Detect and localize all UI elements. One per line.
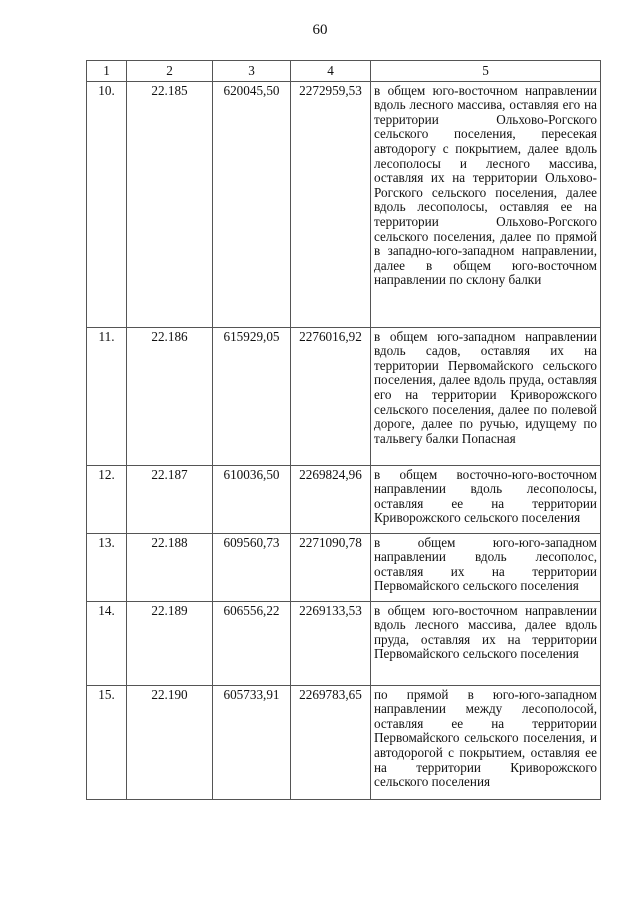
row-number: 10. xyxy=(87,81,127,327)
point-id: 22.189 xyxy=(127,601,213,685)
boundary-description: в общем юго-западном направлении вдоль садов, оставляя их на территории Первомайского сельского поселения, далее вдоль пруда, оставляя его на территории Криворожского сельского поселения, далее по полевой дороге, далее по ручью, идущему по тальвегу балки Попасная xyxy=(371,327,601,465)
coordinate-x: 610036,50 xyxy=(213,465,291,533)
boundary-description: в общем юго-восточном направлении вдоль лесного массива, оставляя его на территории Ольхово-Рогского сельского поселения, пересекая автодорогу с покрытием, далее вдоль лесополосы и лесного массива, оставляя их на территории Ольхово-Рогского сельского поселения, далее вдоль лесополосы, оставляя ее на территории Ольховo-Рогского сельского поселения, далее по прямой в западно-юго-западном направлении, далее в общем юго-восточном направлении по склону балки xyxy=(371,81,601,327)
column-header: 5 xyxy=(371,61,601,82)
coordinate-x: 606556,22 xyxy=(213,601,291,685)
column-header: 2 xyxy=(127,61,213,82)
coordinate-y: 2269783,65 xyxy=(291,685,371,799)
coordinate-x: 605733,91 xyxy=(213,685,291,799)
column-header: 1 xyxy=(87,61,127,82)
page-number: 60 xyxy=(312,22,328,38)
coordinate-x: 620045,50 xyxy=(213,81,291,327)
coordinate-x: 609560,73 xyxy=(213,533,291,601)
coordinate-y: 2272959,53 xyxy=(291,81,371,327)
boundary-description: по прямой в юго-юго-западном направлении между лесополосой, оставляя ее на территории Первомайского сельского поселения, и автодорогой с покрытием, оставляя ее на территории Криворожского сельского поселения xyxy=(371,685,601,799)
row-number: 12. xyxy=(87,465,127,533)
column-header: 3 xyxy=(213,61,291,82)
boundary-table xyxy=(86,60,601,800)
point-id: 22.188 xyxy=(127,533,213,601)
row-number: 14. xyxy=(87,601,127,685)
boundary-description: в общем юго-восточном направлении вдоль лесного массива, далее вдоль пруда, оставляя их на территории Первомайского сельского поселения xyxy=(371,601,601,685)
table-header-row xyxy=(87,61,601,82)
point-id: 22.186 xyxy=(127,327,213,465)
coordinate-y: 2276016,92 xyxy=(291,327,371,465)
point-id: 22.190 xyxy=(127,685,213,799)
table-row xyxy=(87,465,601,533)
boundary-description: в общем юго-юго-западном направлении вдоль лесополос, оставляя их на территории Первомайского сельского поселения xyxy=(371,533,601,601)
point-id: 22.187 xyxy=(127,465,213,533)
coordinate-y: 2271090,78 xyxy=(291,533,371,601)
coordinate-y: 2269133,53 xyxy=(291,601,371,685)
table-row xyxy=(87,685,601,799)
table-row xyxy=(87,601,601,685)
row-number: 15. xyxy=(87,685,127,799)
point-id: 22.185 xyxy=(127,81,213,327)
table-row xyxy=(87,533,601,601)
table-row xyxy=(87,81,601,327)
row-number: 11. xyxy=(87,327,127,465)
coordinate-x: 615929,05 xyxy=(213,327,291,465)
row-number: 13. xyxy=(87,533,127,601)
table-row xyxy=(87,327,601,465)
column-header: 4 xyxy=(291,61,371,82)
boundary-description: в общем восточно-юго-восточном направлении вдоль лесополосы, оставляя ее на территории Криворожского сельского поселения xyxy=(371,465,601,533)
coordinate-y: 2269824,96 xyxy=(291,465,371,533)
